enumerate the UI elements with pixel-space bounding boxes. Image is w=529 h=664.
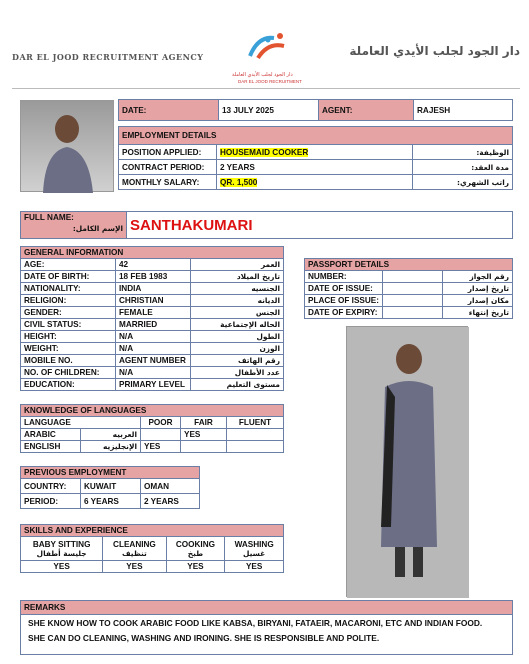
skill-name: CLEANING	[113, 539, 156, 549]
passport-label-ar: تاريخ إنتهاء	[443, 307, 513, 319]
full-name-label-ar: الإسم الكامل:	[72, 224, 123, 233]
skill-name: COOKING	[175, 539, 215, 549]
general-label-ar: الحاله الإجتماعية	[191, 319, 284, 331]
skill-name-ar: طبخ	[187, 548, 204, 558]
skill-value: YES	[225, 561, 284, 573]
language-row	[21, 441, 284, 453]
lang-header-fluent: FLUENT	[227, 417, 284, 429]
general-value: AGENT NUMBER	[116, 355, 191, 367]
passport-value	[383, 307, 443, 319]
passport-title: PASSPORT DETAILS	[305, 259, 513, 271]
general-label-ar: تاريخ الميلاد	[191, 271, 284, 283]
general-value: N/A	[116, 331, 191, 343]
applicant-photo-full	[346, 326, 468, 597]
employment-title: EMPLOYMENT DETAILS	[119, 127, 513, 145]
general-label: HEIGHT:	[21, 331, 116, 343]
general-label-ar: العمر	[191, 259, 284, 271]
language-name-ar: الإنجليزيه	[81, 441, 141, 453]
passport-row	[305, 283, 513, 295]
agency-name-en: DAR EL JOOD RECRUITMENT AGENCY	[12, 52, 204, 62]
language-poor: YES	[141, 441, 181, 453]
general-value: FEMALE	[116, 307, 191, 319]
general-info-row	[21, 343, 284, 355]
skill-header	[166, 537, 225, 561]
general-label: DATE OF BIRTH:	[21, 271, 116, 283]
language-fluent	[227, 441, 284, 453]
language-fluent	[227, 429, 284, 441]
general-value: N/A	[116, 343, 191, 355]
salary-label-ar: راتب الشهري:	[413, 175, 513, 190]
contract-label: CONTRACT PERIOD:	[119, 160, 217, 175]
date-agent-table	[118, 99, 513, 121]
skill-name: BABY SITTING	[32, 539, 91, 549]
general-value: MARRIED	[116, 319, 191, 331]
skills-title: SKILLS AND EXPERIENCE	[21, 525, 284, 537]
general-value: 18 FEB 1983	[116, 271, 191, 283]
logo-text-ar: دار الجود لجلب الأيدي العاملة	[232, 72, 293, 78]
passport-value	[383, 271, 443, 283]
skill-name-ar: جليسة أطفال	[36, 548, 87, 558]
contract-value: 2 YEARS	[217, 160, 413, 175]
language-name-ar: العربيه	[81, 429, 141, 441]
general-info-row	[21, 295, 284, 307]
general-info-row	[21, 379, 284, 391]
skills-table	[20, 524, 284, 573]
country-2: OMAN	[141, 479, 200, 494]
general-info-row	[21, 283, 284, 295]
skill-value: YES	[166, 561, 225, 573]
position-value: HOUSEMAID COOKER	[220, 147, 309, 157]
period-2: 2 YEARS	[141, 494, 200, 509]
skill-name: WASHING	[234, 539, 274, 549]
full-name-table	[20, 211, 513, 239]
general-label: MOBILE NO.	[21, 355, 116, 367]
logo-icon	[240, 28, 300, 74]
period-label: PERIOD:	[21, 494, 81, 509]
agent-label: AGENT:	[319, 100, 414, 121]
country-label: COUNTRY:	[21, 479, 81, 494]
passport-label: NUMBER:	[305, 271, 383, 283]
passport-table	[304, 258, 513, 319]
general-label: CIVIL STATUS:	[21, 319, 116, 331]
general-label: NATIONALITY:	[21, 283, 116, 295]
lang-header-poor: POOR	[141, 417, 181, 429]
passport-label: DATE OF EXPIRY:	[305, 307, 383, 319]
general-label: AGE:	[21, 259, 116, 271]
full-name-label-cell	[21, 212, 127, 239]
skill-header	[21, 537, 103, 561]
language-name: ENGLISH	[21, 441, 81, 453]
general-value: PRIMARY LEVEL	[116, 379, 191, 391]
general-value: 42	[116, 259, 191, 271]
passport-row	[305, 295, 513, 307]
passport-label-ar: رقم الجواز	[443, 271, 513, 283]
logo-text-en: DAR EL JOOD RECRUITMENT	[238, 79, 302, 84]
position-label-ar: الوظيفة:	[413, 145, 513, 160]
general-label-ar: رقم الهاتف	[191, 355, 284, 367]
passport-value	[383, 283, 443, 295]
salary-value: QR. 1,500	[220, 177, 258, 187]
language-name: ARABIC	[21, 429, 81, 441]
general-info-title: GENERAL INFORMATION	[21, 247, 284, 259]
general-info-row	[21, 271, 284, 283]
general-info-row	[21, 319, 284, 331]
employment-table	[118, 126, 513, 190]
general-info-row	[21, 367, 284, 379]
skill-header	[103, 537, 166, 561]
language-fair: YES	[181, 429, 227, 441]
remarks-line-1: SHE KNOW HOW TO COOK ARABIC FOOD LIKE KABSA, BIRYANI, FATAEIR, MACARONI, ETC AND INDIAN FOOD.	[28, 618, 483, 628]
passport-label: DATE OF ISSUE:	[305, 283, 383, 295]
general-label: NO. OF CHILDREN:	[21, 367, 116, 379]
general-label-ar: الديانه	[191, 295, 284, 307]
date-label: DATE:	[119, 100, 219, 121]
skill-name-ar: تنظيف	[122, 548, 147, 558]
skill-name-ar: غسيل	[243, 548, 266, 558]
agency-name-ar: دار الجود لجلب الأيدي العاملة	[349, 44, 520, 58]
remarks-title: REMARKS	[21, 601, 513, 615]
lang-header-fair: FAIR	[181, 417, 227, 429]
languages-title: KNOWLEDGE OF LANGUAGES	[21, 405, 284, 417]
period-1: 6 YEARS	[81, 494, 141, 509]
passport-label: PLACE OF ISSUE:	[305, 295, 383, 307]
applicant-photo-small	[20, 100, 114, 192]
header-divider	[12, 88, 520, 89]
passport-label-ar: مكان إصدار	[443, 295, 513, 307]
general-info-table	[20, 246, 284, 391]
full-name-value: SANTHAKUMARI	[130, 216, 253, 234]
country-1: KUWAIT	[81, 479, 141, 494]
passport-row	[305, 271, 513, 283]
previous-employment-table	[20, 466, 200, 509]
remarks-line-2: SHE CAN DO CLEANING, WASHING AND IRONING. SHE IS RESPONSIBLE AND POLITE.	[28, 633, 380, 643]
skill-value: YES	[21, 561, 103, 573]
agent-value: RAJESH	[414, 100, 513, 121]
general-info-row	[21, 331, 284, 343]
general-value: N/A	[116, 367, 191, 379]
general-label-ar: مستوى التعليم	[191, 379, 284, 391]
languages-table	[20, 404, 284, 453]
language-fair	[181, 441, 227, 453]
general-label: RELIGION:	[21, 295, 116, 307]
general-label: GENDER:	[21, 307, 116, 319]
general-label-ar: الجنس	[191, 307, 284, 319]
passport-label-ar: تاريخ إصدار	[443, 283, 513, 295]
previous-employment-title: PREVIOUS EMPLOYMENT	[21, 467, 200, 479]
general-info-row	[21, 355, 284, 367]
language-poor	[141, 429, 181, 441]
skill-header	[225, 537, 284, 561]
general-label-ar: الوزن	[191, 343, 284, 355]
skill-value: YES	[103, 561, 166, 573]
general-label: EDUCATION:	[21, 379, 116, 391]
remarks-table	[20, 600, 513, 655]
full-name-label: FULL NAME:	[24, 213, 74, 222]
general-value: CHRISTIAN	[116, 295, 191, 307]
general-info-row	[21, 259, 284, 271]
general-label-ar: الجنسيه	[191, 283, 284, 295]
passport-value	[383, 295, 443, 307]
agency-logo	[240, 28, 300, 74]
salary-label: MONTHLY SALARY:	[119, 175, 217, 190]
date-value: 13 JULY 2025	[219, 100, 319, 121]
position-label: POSITION APPLIED:	[119, 145, 217, 160]
general-value: INDIA	[116, 283, 191, 295]
lang-header-language: LANGUAGE	[21, 417, 141, 429]
general-info-row	[21, 307, 284, 319]
general-label-ar: عدد الأطفال	[191, 367, 284, 379]
general-label-ar: الطول	[191, 331, 284, 343]
general-label: WEIGHT:	[21, 343, 116, 355]
contract-label-ar: مدة العقد:	[413, 160, 513, 175]
language-row	[21, 429, 284, 441]
passport-row	[305, 307, 513, 319]
